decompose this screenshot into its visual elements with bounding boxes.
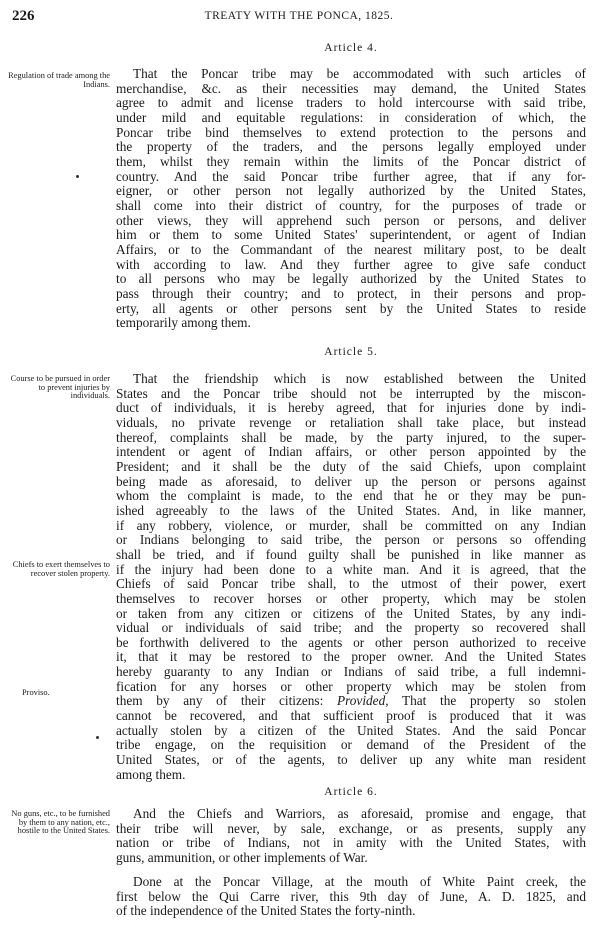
text-line: first below the Qui Carre river, this 9th day of June, A. D. 1825, and [116,888,586,904]
page-number: 226 [12,8,35,24]
text-line: country. And the said Poncar tribe further agree, that if any for- [116,168,586,184]
text-line: eigner, or other person not legally authorized by the United States, [116,183,586,199]
text-line: or taken from any citizen or citizens of the United States, by any indi- [116,605,586,621]
article-5-text [116,372,586,782]
text-line: erty, all agents or other persons sent by the United States to reside [116,300,586,316]
text-line: be forthwith delivered to the agents or other person authorized to receive [116,634,586,650]
text-line: United States, or of the agents, to deliver up any white man resident [116,752,586,768]
text-line: And the Chiefs and Warriors, as aforesaid, promise and engage, that [133,806,586,821]
text-line: States and the Poncar tribe should not be interrupted by the miscon- [116,385,586,401]
text-line: or Indians belonging to said tribe, the person or persons so offending [116,532,586,548]
text-line: Done at the Poncar Village, at the mouth of White Paint creek, the [133,874,586,889]
text-line: That the friendship which is now established between the United [133,371,586,386]
article-4-text [116,67,586,331]
text-line: them by any of their citizens: Provided, That the property so stolen [116,693,586,709]
margin-note-stolen-property: Chiefs to exert themselves to recover stolen property. [12,560,110,578]
text-line: That the Poncar tribe may be accommodated with such articles of [133,66,586,81]
margin-note-trade-regulation: Regulation of trade among the Indians. [8,71,110,89]
text-line: intendent or agent of Indian affairs, or other person appointed by the [116,444,586,460]
print-speck [96,736,99,739]
signing-statement [116,875,586,919]
text-line: to all persons who may be legally authorized by the United States to [116,271,586,287]
text-line: shall come into their district of country, for the purposes of trade or [116,197,586,213]
text-line: him or them to some United States' superintendent, or agent of Indian [116,227,586,243]
article-4-heading: Article 4. [324,42,378,54]
text-line: President; and it shall be the duty of the said Chiefs, upon complaint [116,458,586,474]
text-line: agree to admit and license traders to hold intercourse with said tribe, [116,95,586,111]
text-line: temporarily among them. [116,315,251,331]
text-line: with according to law. And they further agree to give safe conduct [116,256,586,272]
text-line: thereof, complaints shall be made, by the party injured, to the super- [116,429,586,445]
text-line: among them. [116,766,186,782]
text-line: under mild and equitable regulations: in consideration of which, the [116,109,586,125]
text-line: duct of individuals, it is hereby agreed, that for injuries done by indi- [116,400,586,416]
text-line: tribe engage, on the requisition or demand of the President of the [116,737,586,753]
text-line: Affairs, or to the Commandant of the nearest military post, to be dealt [116,241,586,257]
text-line: ished agreeably to the laws of the United States. And, in like manner, [116,502,586,518]
text-line: cannot be recovered, and that sufficient proof is produced that it was [116,708,586,724]
text-line: pass through their country; and to protect, in their persons and prop- [116,285,586,301]
margin-note-injuries: Course to be pursued in order to prevent injuries by individuals. [10,374,110,401]
text-line: the property of the traders, and the persons legally employed under [116,139,586,155]
text-line: viduals, no private revenge or retaliation shall take place, but instead [116,414,586,430]
text-line: Poncar tribe bind themselves to extend protection to the persons and [116,124,586,140]
article-6-heading: Article 6. [324,786,378,798]
text-line: actually stolen by a citizen of the United States. And the said Poncar [116,722,586,738]
text-line: them, whilst they remain within the limits of the Poncar district of [116,153,586,169]
text-line: it, that it may be restored to the proper owner. And the United States [116,649,586,665]
text-line: other views, they will apprehend such person or persons, and deliver [116,212,586,228]
text-line: if any robbery, violence, or murder, shall be committed on any Indian [116,517,586,533]
margin-note-proviso: Proviso. [22,688,50,697]
print-speck [76,175,79,178]
text-line: fication for any horses or other property which may be stolen from [116,678,586,694]
running-title: TREATY WITH THE PONCA, 1825. [204,10,394,22]
page-header [12,8,586,28]
text-line: guns, ammunition, or other implements of War. [116,849,368,865]
text-line: vidual or individuals of said tribe; and the property so recovered shall [116,620,586,636]
text-line: if the injury had been done to a white man. And it is agreed, that the [116,561,586,577]
margin-note-no-guns: No guns, etc., to be furnished by them to any nation, etc., hostile to the United States. [11,809,110,836]
text-line: their tribe will never, by sale, exchange, or as presents, supply any [116,820,586,836]
text-line: shall be tried, and if found guilty shall be punished in like manner as [116,546,586,562]
text-line: of the independence of the United States the forty-ninth. [116,903,416,919]
text-line: Chiefs of said Poncar tribe shall, to the utmost of their power, exert [116,576,586,592]
text-line: themselves to recover horses or other property, which may be stolen [116,590,586,606]
text-line: hereby guaranty to any Indian or Indians of said tribe, a full indemni- [116,664,586,680]
text-line: whom the complaint is made, to the end that he or they may be pun- [116,488,586,504]
article-5-heading: Article 5. [324,346,378,358]
article-6-text [116,807,586,866]
text-line: nation or tribe of Indians, not in amity with the United States, with [116,835,586,851]
text-line: merchandise, &c. as their necessities may demand, the United States [116,80,586,96]
text-line: being made as aforesaid, to deliver up the person or persons against [116,473,586,489]
